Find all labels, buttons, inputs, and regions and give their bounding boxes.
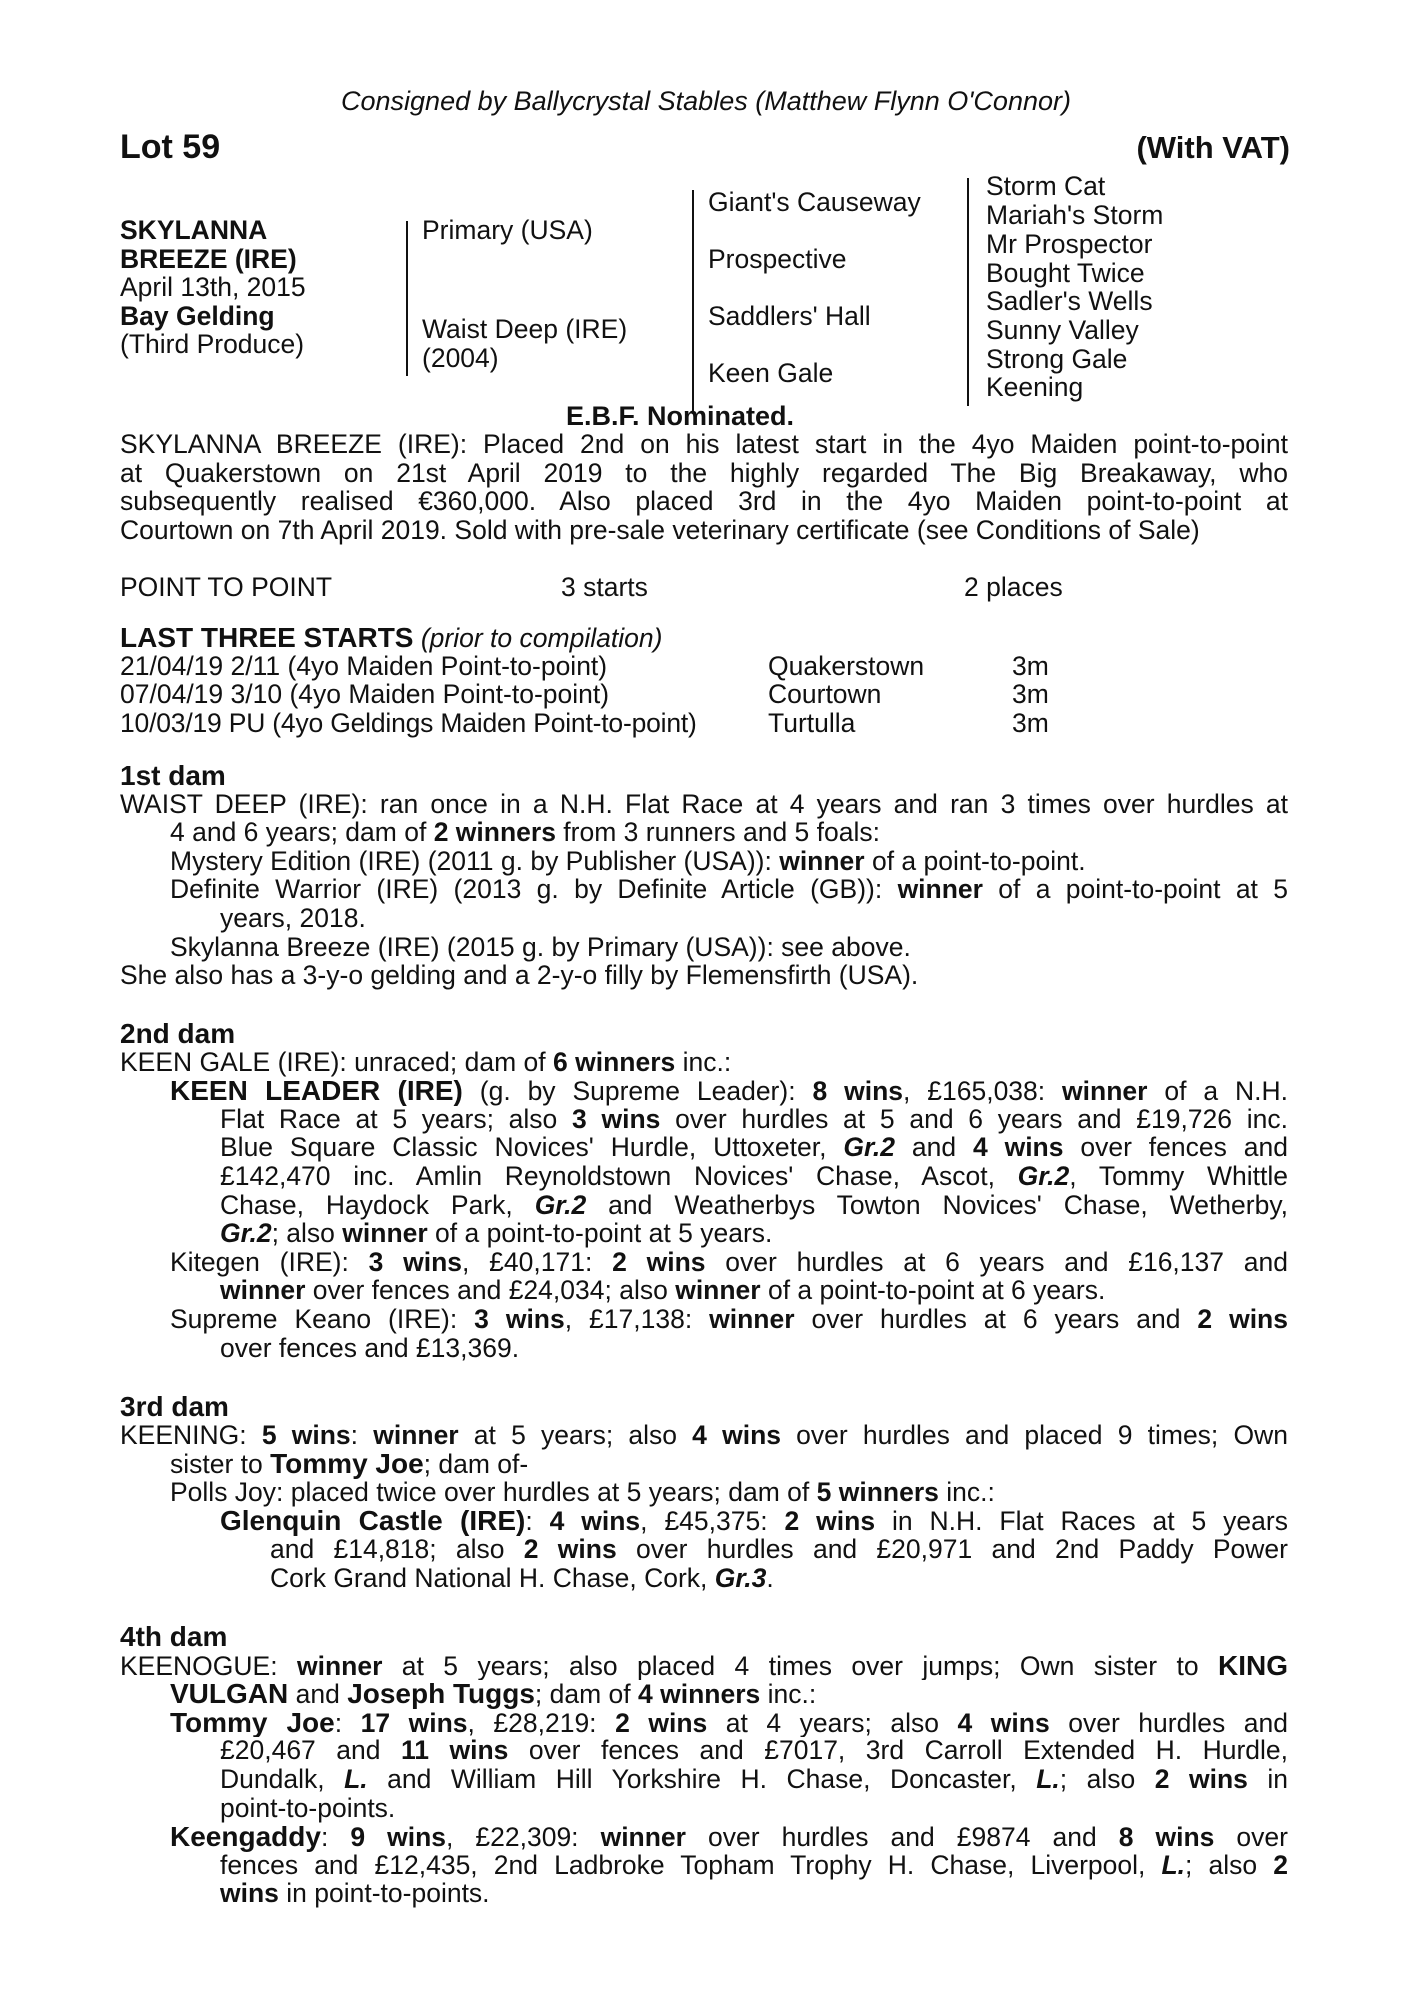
produce-number: (Third Produce) (120, 329, 305, 359)
tommy-joe-line: point-to-points. (220, 1794, 396, 1823)
second-dam-heading: 2nd dam (120, 1020, 236, 1049)
keengaddy-line: fences and £12,435, 2nd Ladbroke Topham Trophy H. Chase, Liverpool, L.; also 2 (220, 1851, 1288, 1880)
pedigree-ggp-2: Mariah's Storm (986, 200, 1164, 230)
summary-line: at Quakerstown on 21st April 2019 to the highly regarded The Big Breakaway, who (120, 459, 1288, 488)
consignor-line: Consigned by Ballycrystal Stables (Matthew Flynn O'Connor) (341, 86, 1071, 116)
tommy-joe-line: £20,467 and 11 wins over fences and £7017, 3rd Carroll Extended H. Hurdle, (220, 1737, 1288, 1766)
fourth-dam-section (120, 1623, 1288, 1909)
keen-leader-line: KEEN LEADER (IRE) (g. by Supreme Leader): 8 wins, £165,038: winner of a N.H. (170, 1077, 1288, 1106)
first-dam-heading: 1st dam (120, 762, 226, 791)
pedigree-ggp-1: Storm Cat (986, 171, 1106, 201)
kitegen-line: Kitegen (IRE): 3 wins, £40,171: 2 wins over hurdles at 6 years and £16,137 and (170, 1248, 1288, 1277)
pedigree-ggp-7: Strong Gale (986, 344, 1128, 374)
pedigree-sire-sire: Giant's Causeway (708, 187, 921, 217)
pedigree-ggp-5: Sadler's Wells (986, 286, 1153, 316)
summary-paragraph (120, 431, 1288, 545)
start-distance: 3m (1012, 708, 1049, 738)
foaling-date: April 13th, 2015 (120, 272, 306, 302)
keen-leader-line: Gr.2; also winner of a point-to-point at 5 years. (220, 1220, 773, 1249)
pedigree-ggp-4: Bought Twice (986, 258, 1145, 288)
pedigree-ggp-8: Keening (986, 372, 1084, 402)
pedigree-ggp-3: Mr Prospector (986, 229, 1153, 259)
first-dam-note: She also has a 3-y-o gelding and a 2-y-o filly by Flemensfirth (USA). (120, 962, 919, 991)
pedigree-sire-dam: Prospective (708, 244, 847, 274)
keen-leader-line: Flat Race at 5 years; also 3 wins over hurdles at 5 and 6 years and £19,726 inc. (220, 1105, 1288, 1134)
last-starts-heading (120, 624, 1288, 652)
third-dam-section (120, 1393, 1288, 1593)
start-entry: 10/03/19 PU (4yo Geldings Maiden Point-to-point) (120, 708, 697, 738)
first-dam-produce-cont: years, 2018. (220, 904, 366, 933)
start-row (120, 681, 1288, 709)
horse-sex: Bay Gelding (120, 300, 275, 331)
pedigree-dam-dam: Keen Gale (708, 358, 834, 388)
start-venue: Courtown (768, 679, 882, 709)
supreme-keano-line: Supreme Keano (IRE): 3 wins, £17,138: winner over hurdles at 6 years and 2 wins (170, 1305, 1288, 1334)
start-row (120, 653, 1288, 681)
first-dam-produce: Skylanna Breeze (IRE) (2015 g. by Primary (USA)): see above. (170, 933, 911, 962)
glenquin-castle-line: and £14,818; also 2 wins over hurdles and £20,971 and 2nd Paddy Power (270, 1535, 1288, 1564)
first-dam-section (120, 762, 1288, 991)
record-starts: 3 starts (561, 572, 648, 602)
pedigree-divider-1 (406, 221, 408, 376)
start-distance: 3m (1012, 651, 1049, 681)
keen-leader-line: £142,470 inc. Amlin Reynoldstown Novices' Chase, Ascot, Gr.2, Tommy Whittle (220, 1162, 1288, 1191)
second-dam-section (120, 1020, 1288, 1363)
second-dam-line: KEEN GALE (IRE): unraced; dam of 6 winners inc.: (120, 1048, 732, 1077)
race-record (120, 574, 1288, 602)
start-distance: 3m (1012, 679, 1049, 709)
summary-line: subsequently realised €360,000. Also placed 3rd in the 4yo Maiden point-to-point at (120, 488, 1288, 517)
lot-number: Lot 59 (120, 128, 221, 166)
horse-name-line1: SKYLANNA (120, 215, 268, 245)
pedigree-sire: Primary (USA) (422, 215, 593, 245)
pedigree-dam: Waist Deep (IRE) (422, 314, 628, 344)
pedigree-divider-3 (967, 178, 969, 406)
supreme-keano-line: over fences and £13,369. (220, 1334, 520, 1363)
third-dam-line: KEENING: 5 wins: winner at 5 years; also 4 wins over hurdles and placed 9 times; Own (120, 1421, 1288, 1450)
third-dam-line: sister to Tommy Joe; dam of- (170, 1450, 529, 1479)
last-starts-note: (prior to compilation) (420, 623, 663, 653)
fourth-dam-line: KEENOGUE: winner at 5 years; also placed 4 times over jumps; Own sister to KING (120, 1651, 1288, 1681)
start-entry: 07/04/19 3/10 (4yo Maiden Point-to-point) (120, 679, 610, 709)
polls-joy-line: Polls Joy: placed twice over hurdles at 5 years; dam of 5 winners inc.: (170, 1478, 995, 1507)
first-dam-produce: Definite Warrior (IRE) (2013 g. by Definite Article (GB)): winner of a point-to-point at 5 (170, 876, 1288, 905)
glenquin-castle-line: Glenquin Castle (IRE): 4 wins, £45,375: 2 wins in N.H. Flat Races at 5 years (220, 1507, 1288, 1536)
keen-leader-line: Blue Square Classic Novices' Hurdle, Uttoxeter, Gr.2 and 4 wins over fences and (220, 1134, 1288, 1163)
kitegen-line: winner over fences and £24,034; also winner of a point-to-point at 6 years. (220, 1277, 1106, 1306)
pedigree-divider-2 (692, 190, 694, 414)
start-row (120, 710, 1288, 738)
fourth-dam-heading: 4th dam (120, 1623, 228, 1652)
first-dam-line: WAIST DEEP (IRE): ran once in a N.H. Flat Race at 4 years and ran 3 times over hurdles at (120, 790, 1288, 819)
third-dam-heading: 3rd dam (120, 1393, 229, 1422)
horse-identity (120, 216, 306, 359)
summary-line: SKYLANNA BREEZE (IRE): Placed 2nd on his latest start in the 4yo Maiden point-to-point (120, 431, 1288, 459)
tommy-joe-line: Tommy Joe: 17 wins, £28,219: 2 wins at 4 years; also 4 wins over hurdles and (170, 1708, 1288, 1738)
pedigree-dam-sire: Saddlers' Hall (708, 301, 871, 331)
last-starts-title: LAST THREE STARTS (120, 622, 414, 653)
tommy-joe-line: Dundalk, L. and William Hill Yorkshire H. Chase, Doncaster, L.; also 2 wins in (220, 1765, 1288, 1794)
start-venue: Turtulla (768, 708, 856, 738)
keen-leader-line: Chase, Haydock Park, Gr.2 and Weatherbys Towton Novices' Chase, Wetherby, (220, 1191, 1288, 1220)
vat-label: (With VAT) (1136, 130, 1290, 165)
keengaddy-line: Keengaddy: 9 wins, £22,309: winner over hurdles and £9874 and 8 wins over (170, 1823, 1288, 1852)
start-venue: Quakerstown (768, 651, 925, 681)
horse-name-line2: BREEZE (IRE) (120, 243, 297, 274)
fourth-dam-line: VULGAN and Joseph Tuggs; dam of 4 winners inc.: (170, 1680, 817, 1709)
ebf-nominated: E.B.F. Nominated. (566, 401, 795, 431)
record-places: 2 places (964, 572, 1063, 602)
pedigree-dam-year: (2004) (422, 343, 499, 373)
first-dam-produce: Mystery Edition (IRE) (2011 g. by Publisher (USA)): winner of a point-to-point. (170, 847, 1086, 876)
record-label: POINT TO POINT (120, 572, 333, 602)
glenquin-castle-line: Cork Grand National H. Chase, Cork, Gr.3. (270, 1564, 774, 1593)
keengaddy-line: wins in point-to-points. (220, 1880, 490, 1909)
summary-line: Courtown on 7th April 2019. Sold with pre-sale veterinary certificate (see Conditions of Sale) (120, 516, 1200, 545)
pedigree-ggp-6: Sunny Valley (986, 315, 1139, 345)
first-dam-line: 4 and 6 years; dam of 2 winners from 3 runners and 5 foals: (170, 819, 880, 848)
start-entry: 21/04/19 2/11 (4yo Maiden Point-to-point) (120, 651, 608, 681)
